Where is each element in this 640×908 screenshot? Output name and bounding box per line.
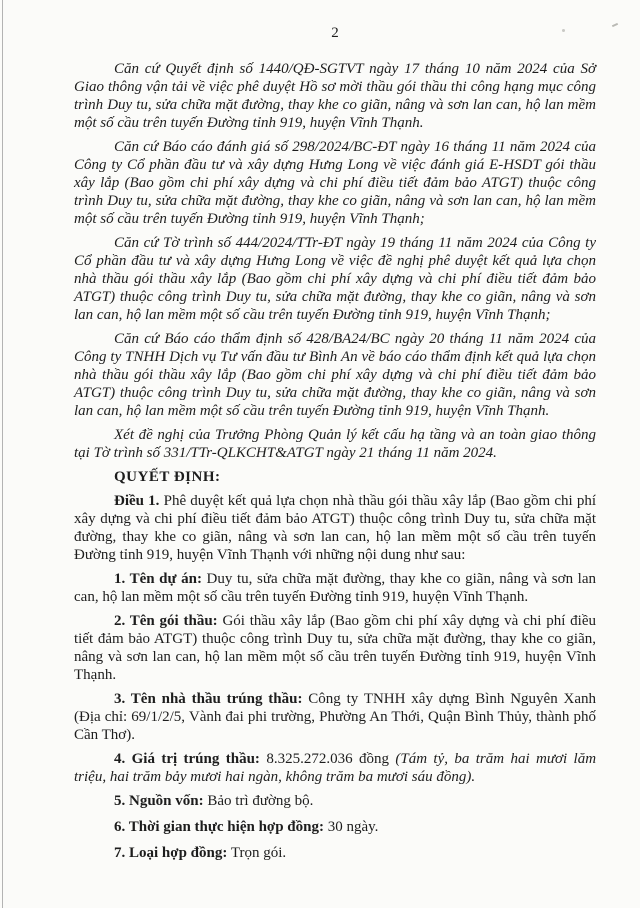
article-1-paragraph xyxy=(74,492,596,564)
decision-heading: QUYẾT ĐỊNH: xyxy=(114,469,221,485)
item-loai-hop-dong xyxy=(74,844,596,862)
item-thoi-gian-thuc-hien xyxy=(74,818,596,836)
scan-speck xyxy=(562,29,565,32)
item-ten-du-an xyxy=(74,570,596,606)
item-7-label: 7. Loại hợp đồng: xyxy=(114,845,228,861)
article-1-label: Điều 1. xyxy=(114,493,160,509)
item-3-text: Công ty TNHH xây dựng Bình Nguyên Xanh (Địa chỉ: 69/1/2/5, Vành đai phi trường, Phường An Thới, Quận Bình Thủy, thành phố Cần Thơ). xyxy=(74,691,596,743)
item-4-text: 8.325.272.036 đồng xyxy=(266,751,389,767)
item-4-amount-in-words: (Tám tỷ, ba trăm hai mươi lăm triệu, hai trăm bảy mươi hai ngàn, không trăm ba mươi sáu đồng). xyxy=(74,751,597,785)
item-1-label: 1. Tên dự án: xyxy=(114,571,202,587)
item-nguon-von xyxy=(74,792,596,810)
scan-edge-line xyxy=(2,0,3,908)
item-4-label: 4. Giá trị trúng thầu: xyxy=(114,751,260,767)
item-5-text: Bảo trì đường bộ. xyxy=(207,793,314,809)
item-5-label: 5. Nguồn vốn: xyxy=(114,793,204,809)
item-gia-tri-trung-thau xyxy=(74,750,596,786)
preamble-paragraph-bao-cao-tham-dinh-428: Căn cứ Báo cáo thẩm định số 428/BA24/BC ngày 20 tháng 11 năm 2024 của Công ty TNHH Dịch vụ Tư vấn đầu tư Bình An về báo cáo thẩm định kết quả lựa chọn nhà thầu gói thầu xây lắp (Bao gồm chi phí xây dựng và chi phí điều tiết đảm bảo ATGT) thuộc công trình Duy tu, sửa chữa mặt đường, thay khe co giãn, nâng và sơn lan can, hộ lan mềm một số cầu trên tuyến Đường tỉnh 919, huyện Vĩnh Thạnh. xyxy=(74,331,596,419)
item-6-label: 6. Thời gian thực hiện hợp đồng: xyxy=(114,819,324,835)
item-ten-nha-thau-trung-thau xyxy=(74,690,596,744)
preamble-paragraph-bao-cao-danh-gia-298: Căn cứ Báo cáo đánh giá số 298/2024/BC-ĐT ngày 16 tháng 11 năm 2024 của Công ty Cổ phần đầu tư và xây dựng Hưng Long về việc đánh giá E-HSDT gói thầu xây lắp (Bao gồm chi phí xây dựng và chi phí điều tiết đảm bảo ATGT) thuộc công trình Duy tu, sửa chữa mặt đường, thay khe co giãn, nâng và sơn lan can, hộ lan mềm một số cầu trên tuyến Đường tỉnh 919, huyện Vĩnh Thạnh; xyxy=(74,139,596,227)
preamble-paragraph-to-trinh-444: Căn cứ Tờ trình số 444/2024/TTr-ĐT ngày 19 tháng 11 năm 2024 của Công ty Cổ phần đầu tư và xây dựng Hưng Long về việc đề nghị phê duyệt kết quả lựa chọn nhà thầu gói thầu xây lắp (Bao gồm chi phí xây dựng và chi phí điều tiết đảm bảo ATGT) thuộc công trình Duy tu, sửa chữa mặt đường, thay khe co giãn, nâng và sơn lan can, hộ lan mềm một số cầu trên tuyến Đường tỉnh 919, huyện Vĩnh Thạnh; xyxy=(74,235,596,323)
item-ten-goi-thau xyxy=(74,612,596,684)
item-2-label: 2. Tên gói thầu: xyxy=(114,613,218,629)
article-1-text: Phê duyệt kết quả lựa chọn nhà thầu gói thầu xây lắp (Bao gồm chi phí xây dựng và chi phí điều tiết đảm bảo ATGT) thuộc công trình Duy tu, sửa chữa mặt đường, thay khe co giãn, nâng và sơn lan can, hộ lan mềm một số cầu trên tuyến Đường tỉnh 919, huyện Vĩnh Thạnh với những nội dung như sau: xyxy=(74,493,597,563)
item-3-label: 3. Tên nhà thầu trúng thầu: xyxy=(114,691,303,707)
item-1-text: Duy tu, sửa chữa mặt đường, thay khe co giãn, nâng và sơn lan can, hộ lan mềm một số cầu trên tuyến Đường tỉnh 919, huyện Vĩnh Thạnh. xyxy=(74,571,596,605)
item-2-text: Gói thầu xây lắp (Bao gồm chi phí xây dựng và chi phí điều tiết đảm bảo ATGT) thuộc công trình Duy tu, sửa chữa mặt đường, thay khe co giãn, nâng và sơn lan can, hộ lan mềm một số cầu trên tuyến Đường tỉnh 919, huyện Vĩnh Thạnh. xyxy=(74,613,596,683)
preamble-paragraph-xet-de-nghi: Xét đề nghị của Trưởng Phòng Quản lý kết cấu hạ tầng và an toàn giao thông tại Tờ trình số 331/TTr-QLKCHT&ATGT ngày 21 tháng 11 năm 2024. xyxy=(74,427,596,461)
item-7-text: Trọn gói. xyxy=(230,845,287,861)
item-6-text: 30 ngày. xyxy=(327,819,379,835)
page-number: 2 xyxy=(331,25,339,41)
preamble-paragraph-quyet-dinh-1440: Căn cứ Quyết định số 1440/QĐ-SGTVT ngày 17 tháng 10 năm 2024 của Sở Giao thông vận tải về việc phê duyệt Hồ sơ mời thầu gói thầu thi công hạng mục công trình Duy tu, sửa chữa mặt đường, thay khe co giãn, nâng và sơn lan can, hộ lan mềm một số cầu trên tuyến Đường tỉnh 919, huyện Vĩnh Thạnh. xyxy=(74,61,596,131)
